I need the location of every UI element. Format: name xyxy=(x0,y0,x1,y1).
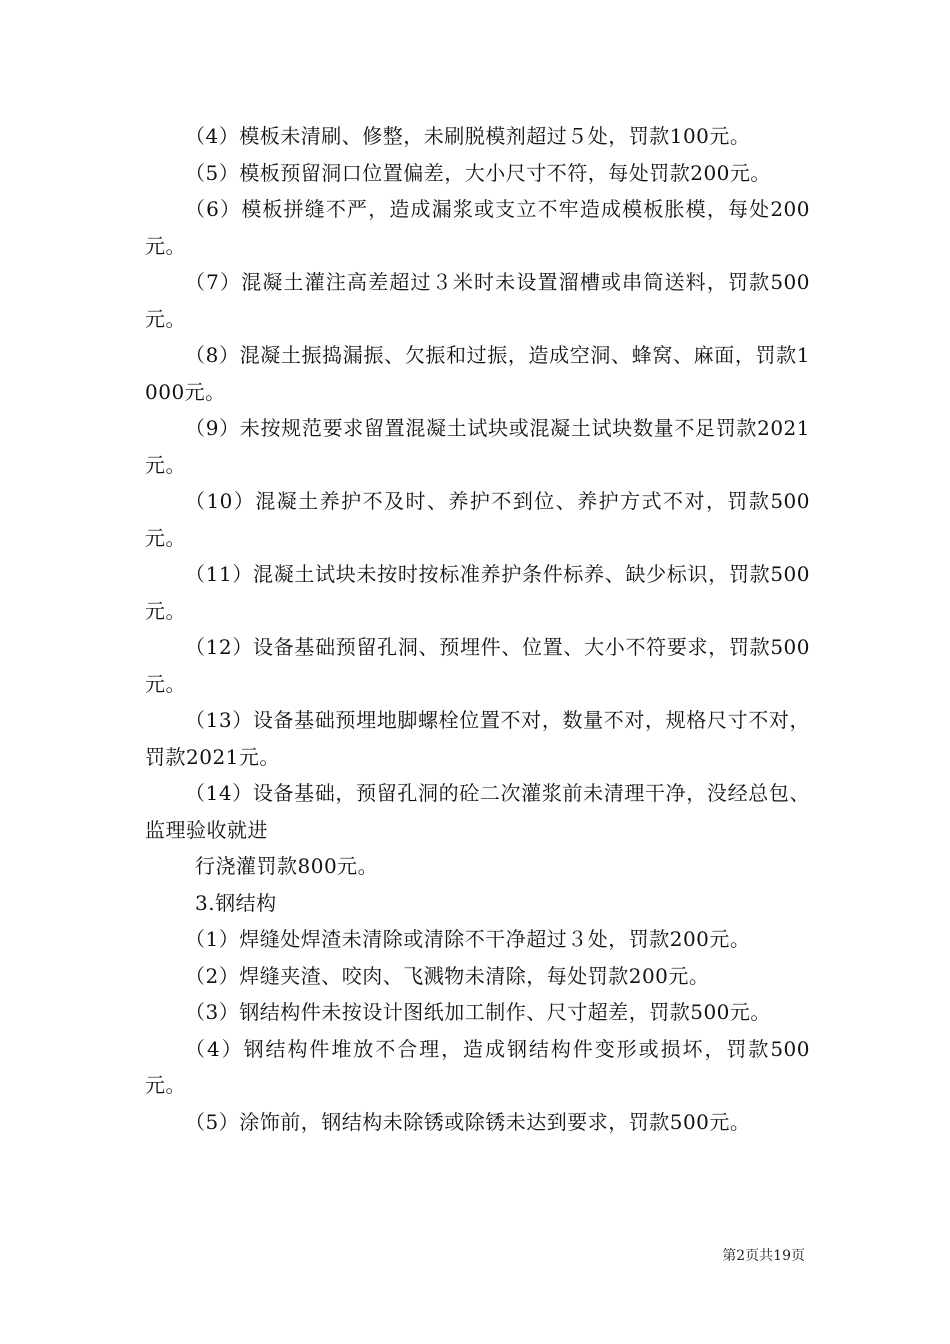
paragraph-foundation-12: （12）设备基础预留孔洞、预埋件、位置、大小不符要求，罚款500元。 xyxy=(145,635,810,696)
paragraph-steel-2: （2）焊缝夹渣、咬肉、飞溅物未清除，每处罚款200元。 xyxy=(185,963,710,988)
paragraph-steel-1: （1）焊缝处焊渣未清除或清除不干净超过３处，罚款200元。 xyxy=(185,927,751,951)
paragraph-concrete-7: （7）混凝土灌注高差超过３米时未设置溜槽或串筒送料，罚款500元。 xyxy=(145,270,810,331)
paragraph-continuation: 行浇灌罚款800元。 xyxy=(195,854,379,878)
paragraph-formwork-5: （5）模板预留洞口位置偏差，大小尺寸不符，每处罚款200元。 xyxy=(185,160,771,185)
paragraph-concrete-8: （8）混凝土振捣漏振、欠振和过振，造成空洞、蜂窝、麻面，罚款1000元。 xyxy=(145,343,810,404)
paragraph-steel-3: （3）钢结构件未按设计图纸加工制作、尺寸超差，罚款500元。 xyxy=(185,1000,771,1024)
document-body xyxy=(145,118,810,1140)
paragraph-formwork-4: （4）模板未清刷、修整，未刷脱模剂超过５处，罚款100元。 xyxy=(185,124,751,148)
paragraph-steel-5: （5）涂饰前，钢结构未除锈或除锈未达到要求，罚款500元。 xyxy=(185,1109,751,1134)
paragraph-foundation-13: （13）设备基础预埋地脚螺栓位置不对，数量不对，规格尺寸不对，罚款2021元。 xyxy=(145,708,810,769)
paragraph-concrete-11: （11）混凝土试块未按时按标准养护条件标养、缺少标识，罚款500元。 xyxy=(145,562,810,623)
paragraph-foundation-14: （14）设备基础，预留孔洞的砼二次灌浆前未清理干净，没经总包、监理验收就进 xyxy=(145,781,810,842)
paragraph-steel-4: （4）钢结构件堆放不合理，造成钢结构件变形或损坏，罚款500元。 xyxy=(145,1036,810,1097)
page-number-footer: 第2页共19页 xyxy=(722,1248,805,1264)
paragraph-concrete-9: （9）未按规范要求留置混凝土试块或混凝土试块数量不足罚款2021元。 xyxy=(145,416,810,477)
paragraph-concrete-10: （10）混凝土养护不及时、养护不到位、养护方式不对，罚款500元。 xyxy=(145,489,810,550)
section-heading-steel: 3.钢结构 xyxy=(195,890,277,915)
paragraph-formwork-6: （6）模板拼缝不严，造成漏浆或支立不牢造成模板胀模，每处200元。 xyxy=(145,197,810,258)
